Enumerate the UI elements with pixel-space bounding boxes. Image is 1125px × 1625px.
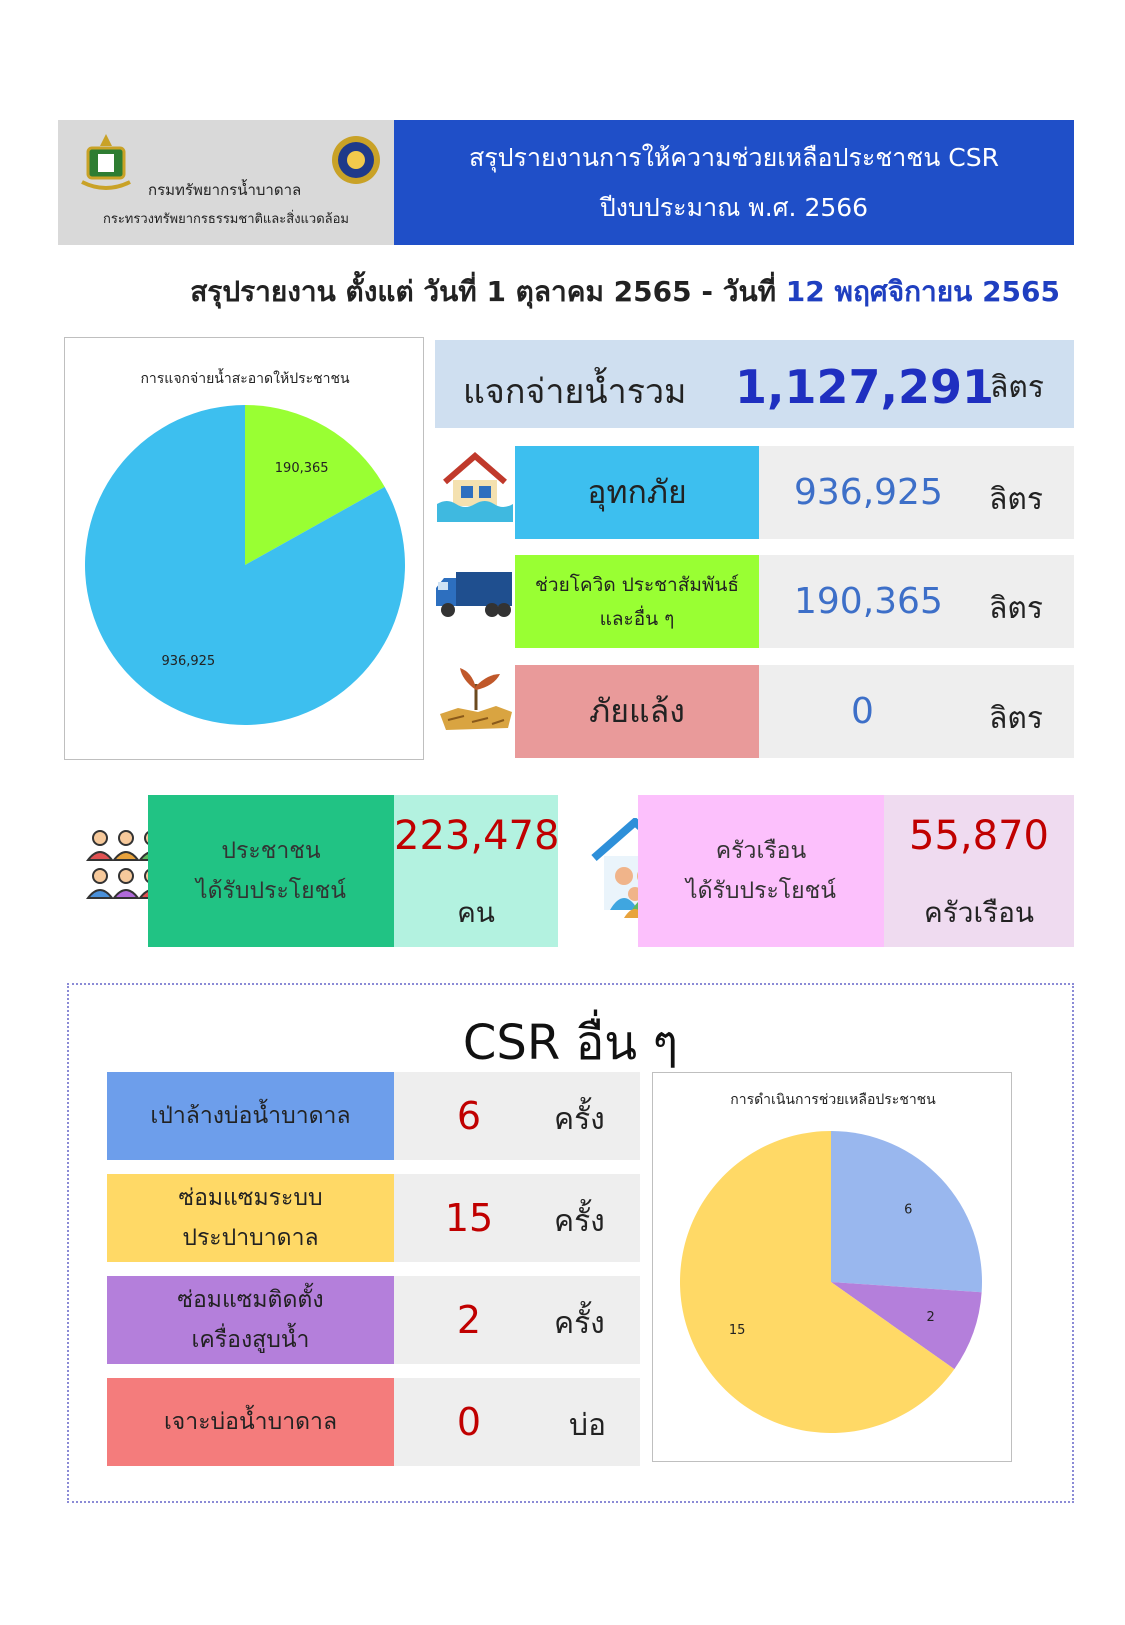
csr-row-label-repair-water-system xyxy=(107,1174,394,1262)
household-value: 55,870 xyxy=(909,813,1049,859)
household-label-cell xyxy=(638,795,884,947)
csr-label-line1: ซ่อมแซมติดตั้ง xyxy=(177,1287,324,1313)
drought-unit: ลิตร xyxy=(989,701,1043,736)
csr-label-line2: เครื่องสูบน้ำ xyxy=(191,1327,310,1353)
people-label-line1: ประชาชน xyxy=(221,838,321,864)
assistance-chart xyxy=(652,1072,1012,1462)
csr-row-label-install-pump xyxy=(107,1276,394,1364)
csr-value: 15 xyxy=(444,1196,494,1240)
covid-label-cell xyxy=(515,555,759,648)
csr-row-value-drill-well xyxy=(394,1378,640,1466)
household-unit: ครัวเรือน xyxy=(923,896,1035,929)
pie-slice-label: 2 xyxy=(926,1309,935,1325)
covid-label: ช่วยโควิด ประชาสัมพันธ์ และอื่น ๆ xyxy=(535,573,739,630)
csr-title: CSR อื่น ๆ xyxy=(462,1015,679,1071)
household-label-line2: ได้รับประโยชน์ xyxy=(686,878,836,904)
header-title-panel xyxy=(394,120,1074,245)
csr-row-value-repair-water-system xyxy=(394,1174,640,1262)
ministry-name: กระทรวงทรัพยากรธรรมชาติและสิ่งแวดล้อม xyxy=(102,212,350,227)
csr-unit: ครั้ง xyxy=(554,1306,605,1341)
water-total-row xyxy=(435,340,1074,428)
pie-chart-2 xyxy=(653,1073,1013,1463)
csr-unit: บ่อ xyxy=(569,1408,607,1443)
csr-value: 6 xyxy=(456,1094,482,1138)
pie-slice-label: 936,925 xyxy=(161,654,216,670)
drought-value-cell xyxy=(759,665,1074,758)
pie-slice-label: 15 xyxy=(728,1323,746,1339)
covid-value-cell xyxy=(759,555,1074,648)
csr-label-line1: เป่าล้างบ่อน้ำบาดาล xyxy=(150,1103,351,1129)
flood-value: 936,925 xyxy=(794,472,943,513)
drought-label-cell xyxy=(515,665,759,758)
total-value: 1,127,291 xyxy=(735,360,994,414)
people-value-cell xyxy=(394,795,558,947)
flood-label: อุทกภัย xyxy=(587,473,687,511)
flood-unit: ลิตร xyxy=(989,482,1043,517)
drought-value: 0 xyxy=(851,691,874,732)
flood-label-cell xyxy=(515,446,759,539)
header-logo-panel xyxy=(58,120,394,245)
report-title: สรุปรายงานการให้ความช่วยเหลือประชาชน CSR xyxy=(468,142,1000,172)
chart2-title: การดำเนินการช่วยเหลือประชาชน xyxy=(730,1092,936,1108)
delivery-truck-icon xyxy=(434,568,514,620)
csr-label-line1: ซ่อมแซมระบบ xyxy=(178,1185,323,1211)
people-label-line2: ได้รับประโยชน์ xyxy=(196,878,346,904)
chart1-title: การแจกจ่ายน้ำสะอาดให้ประชาชน xyxy=(140,371,350,387)
fiscal-year: ปีงบประมาณ พ.ศ. 2566 xyxy=(599,192,869,222)
pie-slice-label: 190,365 xyxy=(274,460,329,476)
org-name: กรมทรัพยากรน้ำบาดาล xyxy=(148,181,302,199)
pie-chart-1 xyxy=(65,338,425,761)
flood-value-cell xyxy=(759,446,1074,539)
flood-house-icon xyxy=(437,448,513,522)
csr-label-line2: ประปาบาดาล xyxy=(182,1225,319,1251)
department-emblem-icon xyxy=(78,132,134,196)
csr-row-label-flushing xyxy=(107,1072,394,1160)
report-period xyxy=(0,270,1060,314)
csr-row-value-install-pump xyxy=(394,1276,640,1364)
people-label-cell xyxy=(148,795,394,947)
ministry-seal-icon xyxy=(330,134,382,186)
pie-slice-label: 6 xyxy=(904,1202,913,1218)
total-label: แจกจ่ายน้ำรวม xyxy=(463,372,687,412)
csr-unit: ครั้ง xyxy=(554,1102,605,1137)
period-end-date: 12 พฤศจิกายน 2565 xyxy=(785,275,1060,308)
csr-row-label-drill-well xyxy=(107,1378,394,1466)
csr-unit: ครั้ง xyxy=(554,1204,605,1239)
covid-unit: ลิตร xyxy=(989,591,1043,626)
drought-plant-icon xyxy=(438,664,514,734)
covid-value: 190,365 xyxy=(794,581,943,622)
people-value: 223,478 xyxy=(394,813,560,859)
csr-value: 0 xyxy=(456,1400,482,1444)
household-label-line1: ครัวเรือน xyxy=(715,838,807,864)
csr-row-value-flushing xyxy=(394,1072,640,1160)
household-value-cell xyxy=(884,795,1074,947)
csr-value: 2 xyxy=(456,1298,482,1342)
water-distribution-chart xyxy=(64,337,424,760)
people-unit: คน xyxy=(457,896,495,929)
csr-label-line1: เจาะบ่อน้ำบาดาล xyxy=(163,1409,338,1435)
period-prefix: สรุปรายงาน ตั้งแต่ วันที่ 1 ตุลาคม 2565 - วันที่ xyxy=(190,275,777,308)
total-unit: ลิตร xyxy=(990,370,1044,405)
drought-label: ภัยแล้ง xyxy=(589,692,685,730)
